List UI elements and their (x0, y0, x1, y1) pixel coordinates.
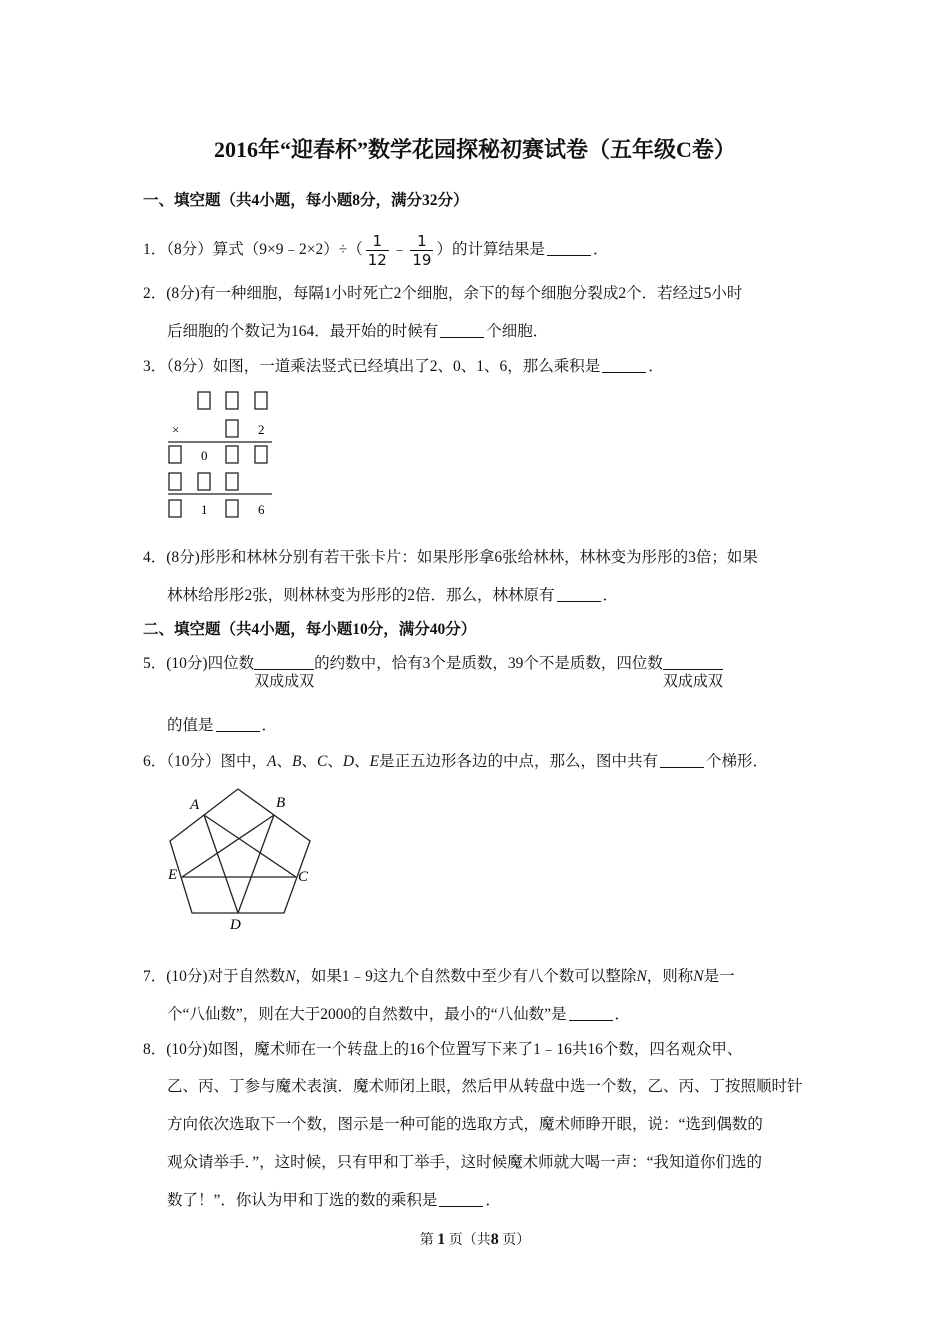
question-1: 1．（8分）算式（9×9﹣2×2）÷（ $\frac{1}{12}$ ﹣ $\frac{1}{19}$ ）的计算结果是 ． (143, 232, 609, 269)
question-4-cont: 林林给彤彤2张，则林林变为彤彤的2倍．那么，林林原有 ． (167, 587, 619, 604)
question-8-cont-2: 乙、丙、丁参与魔术表演．魔术师闭上眼，然后甲从转盘中选一个数，乙、丙、丁按照顺时针 (167, 1078, 803, 1095)
question-8-cont-5: 数了！”．你认为甲和丁选的数的乘积是 ． (167, 1192, 501, 1209)
q1-suffix: ）的计算结果是 (436, 241, 545, 259)
section-2-heading: 二、填空题（共4小题，每小题10分，满分40分） (143, 621, 477, 638)
label-D: D (230, 917, 241, 933)
overlined-number: 双成成双 (663, 669, 723, 690)
question-3: 3．（8分）如图，一道乘法竖式已经填出了2、0、1、6，那么乘积是 ． (143, 358, 664, 375)
fraction-1-19: $\frac{1}{19}$ (412, 232, 432, 269)
question-8: 8．(10分)如图，魔术师在一个转盘上的16个位置写下来了1﹣16共16个数，四名观众甲、 (143, 1041, 743, 1058)
question-2-cont: 后细胞的个数记为164．最开始的时候有 个细胞． (167, 323, 549, 340)
question-7: 7．(10分)对于自然数N，如果1﹣9这九个自然数中至少有八个数可以整除N，则称N是一 (143, 968, 735, 985)
q1-text: 1．（8分）算式（9×9﹣2×2）÷（ (143, 241, 363, 259)
minus-sign: ﹣ (391, 241, 408, 259)
answer-blank[interactable] (547, 239, 591, 256)
page-title: 2016年“迎春杯”数学花园探秘初赛试卷（五年级C卷） (214, 137, 736, 162)
total-pages: 8 (490, 1231, 499, 1248)
question-5-cont: 的值是 ． (167, 717, 278, 734)
question-4: 4．(8分)彤彤和林林分别有若干张卡片：如果彤彤拿6张给林林，林林变为彤彤的3倍；如果 (143, 549, 758, 566)
answer-blank[interactable] (216, 715, 260, 732)
question-6: 6．（10分）图中，A、B、C、D、E是正五边形各边的中点，那么，图中共有 个梯形． (143, 753, 769, 770)
times-sign: × (172, 422, 180, 437)
answer-blank[interactable] (440, 321, 484, 338)
question-8-cont-3: 方向依次选取下一个数，图示是一种可能的选取方式，魔术师睁开眼，说：“选到偶数的 (167, 1116, 763, 1133)
digit-1: 1 (201, 502, 208, 517)
label-A: A (190, 797, 200, 813)
page-number: 1 (437, 1231, 446, 1248)
answer-blank[interactable] (439, 1190, 483, 1207)
answer-blank[interactable] (557, 585, 601, 602)
digit-0: 0 (201, 448, 208, 463)
multiplication-figure (166, 388, 276, 520)
answer-blank[interactable] (569, 1004, 613, 1021)
label-B: B (276, 795, 286, 811)
answer-blank[interactable] (660, 751, 704, 768)
answer-blank[interactable] (602, 356, 646, 373)
question-7-cont: 个“八仙数”，则在大于2000的自然数中，最小的“八仙数”是 ． (167, 1006, 631, 1023)
question-8-cont-4: 观众请举手．”，这时候，只有甲和丁举手，这时候魔术师就大喝一声：“我知道你们选的 (167, 1154, 763, 1171)
section-1-heading: 一、填空题（共4小题，每小题8分，满分32分） (143, 192, 469, 209)
label-E: E (168, 867, 178, 883)
fraction-1-12: $\frac{1}{12}$ (367, 232, 387, 269)
pentagon-figure (160, 785, 320, 935)
page-footer: 第 1 页（共8 页） (419, 1231, 531, 1248)
label-C: C (298, 869, 309, 885)
question-2: 2．(8分)有一种细胞，每隔1小时死亡2个细胞，余下的每个细胞分裂成2个．若经过5小时 (143, 285, 743, 302)
digit-2: 2 (258, 422, 265, 437)
overlined-number: 双成成双 (254, 669, 314, 690)
digit-6: 6 (258, 502, 265, 517)
question-5: 5．(10分)四位数双成成双的约数中，恰有3个是质数，39个不是质数，四位数双成成双 (143, 655, 723, 690)
